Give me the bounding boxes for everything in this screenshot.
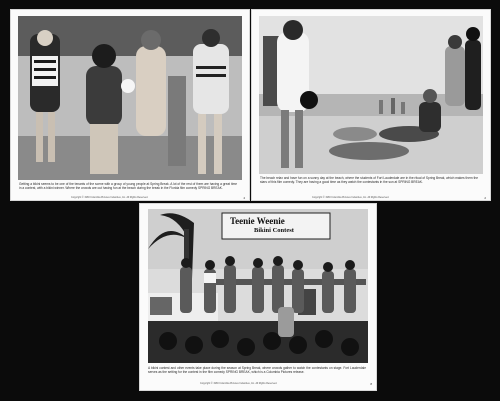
crowd-scene-image	[18, 16, 242, 180]
still-2-caption: The beach relax and have fun on a sunny day at the beach, where the students of Fort Lauderdale are in the ritual of Spring Break, which makes them the stars of this film comedy. They are having a good time as they watch the contestants in the sun at SPRING BREAK.	[260, 176, 478, 185]
still-1-photo	[18, 16, 242, 180]
still-1-caption: Getting a bikini seems to be one of the tenants of the scene with a group of young people at Spring Break. A lot of the rest of them are having a great time in a contest, with a bikini winner. Where the crowds are out having fun at the beach during the break in the Florida film comedy SPRING BREAK.	[19, 182, 237, 191]
still-2-number: 2	[484, 196, 486, 200]
still-1-number: 4	[243, 196, 245, 200]
still-1-credit: Copyright © 1983 Columbia Pictures Industries, Inc. All Rights Reserved.	[71, 196, 149, 199]
still-2-credit: Copyright © 1983 Columbia Pictures Industries, Inc. All Rights Reserved.	[312, 196, 390, 199]
beach-scene-image	[259, 16, 483, 174]
still-3-number: 8	[370, 382, 372, 386]
still-3-caption: A bikini contest and other events take place during the season at Spring Break, where crowds gather to watch the contestants on stage. Fort Lauderdale serves as the setting for the contest in the film comedy SPRING BREAK, which is a Columbia Pictures release.	[148, 366, 366, 375]
photo-still-3	[140, 204, 376, 390]
sign-line-1: Teenie Weenie	[230, 216, 285, 226]
still-3-credit: Copyright © 1983 Columbia Pictures Industries, Inc. All Rights Reserved.	[200, 382, 278, 385]
photo-still-1	[11, 10, 249, 200]
photo-still-2	[252, 10, 490, 200]
still-2-photo	[259, 16, 483, 174]
still-3-photo	[148, 209, 368, 363]
sign-line-2: Bikini Contest	[254, 227, 294, 234]
